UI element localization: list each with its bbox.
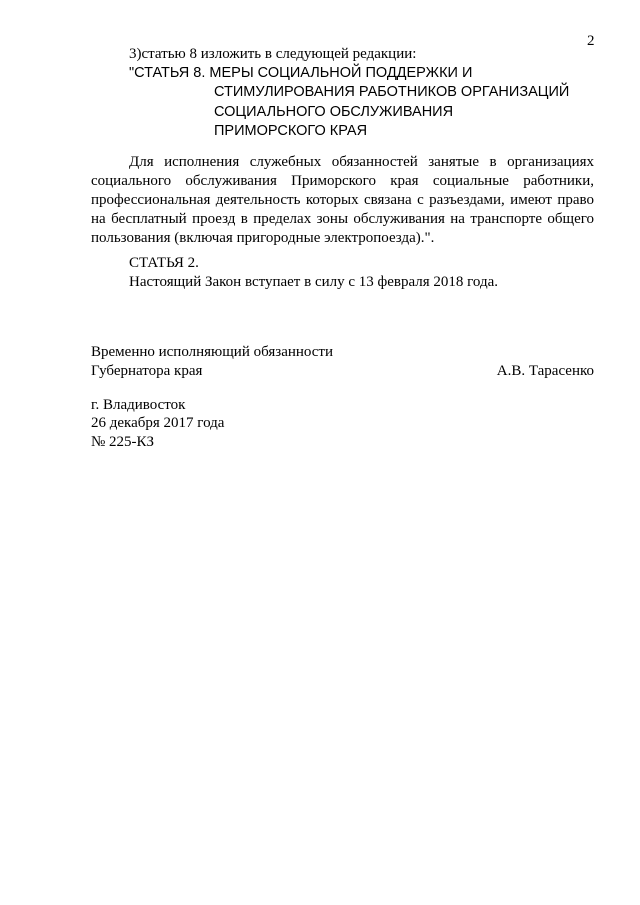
article-8-body: Для исполнения служебных обязанностей занятые в организациях социального обслуживания Приморского края социальные работники, профессиональная деятельность которых связана с разъездами, имеют право на бесплатный проезд в пределах зоны обслуживания на транспорте общего пользования (включая пригородные электропоезда).".	[91, 154, 594, 246]
signing-place: г. Владивосток	[91, 397, 186, 413]
article-8-heading-line-4: ПРИМОРСКОГО КРАЯ	[214, 123, 368, 140]
page-number: 2	[587, 33, 595, 49]
signatory-position-line-1: Временно исполняющий обязанности	[91, 344, 334, 360]
signatory-position-line-2: Губернатора края	[91, 363, 203, 379]
law-number: № 225-КЗ	[91, 434, 155, 450]
article-8-heading-line-2: СТИМУЛИРОВАНИЯ РАБОТНИКОВ ОРГАНИЗАЦИЙ	[214, 84, 570, 101]
amendment-intro: 3)статью 8 изложить в следующей редакции:	[129, 46, 417, 62]
article-8-heading	[129, 64, 569, 142]
article-2-text: Настоящий Закон вступает в силу с 13 февраля 2018 года.	[129, 274, 499, 290]
signing-date: 26 декабря 2017 года	[91, 415, 225, 431]
article-8-heading-line-3: СОЦИАЛЬНОГО ОБСЛУЖИВАНИЯ	[214, 103, 454, 120]
signatory-name: А.В. Тарасенко	[496, 363, 594, 379]
article-8-heading-line-1: "СТАТЬЯ 8. МЕРЫ СОЦИАЛЬНОЙ ПОДДЕРЖКИ И	[129, 65, 473, 81]
article-2-title: СТАТЬЯ 2.	[129, 255, 199, 271]
